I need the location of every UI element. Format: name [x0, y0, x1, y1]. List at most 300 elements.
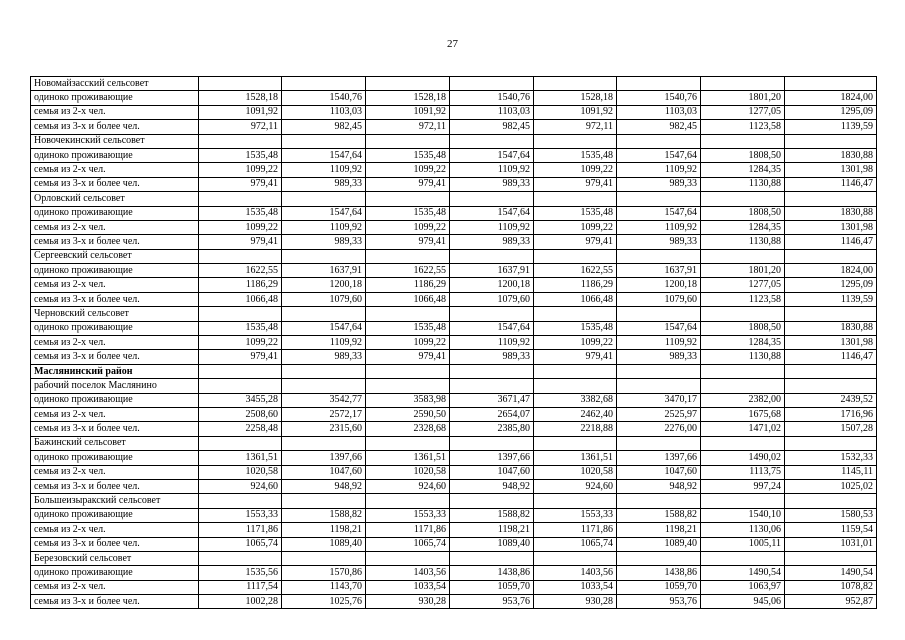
table-cell: 1403,56: [366, 566, 450, 580]
table-cell: [701, 307, 785, 321]
table-cell: 1059,70: [450, 580, 534, 594]
table-row: [31, 120, 877, 134]
table-cell: 1099,22: [199, 336, 282, 350]
table-row: [31, 235, 877, 249]
table-cell: 1079,60: [617, 292, 701, 306]
table-cell: 1146,47: [785, 350, 877, 364]
row-label: одиноко проживающие: [31, 148, 199, 162]
table-cell: [534, 364, 617, 378]
table-row: [31, 264, 877, 278]
table-cell: 1145,11: [785, 465, 877, 479]
table-cell: [199, 307, 282, 321]
table-cell: 1528,18: [534, 91, 617, 105]
table-row: [31, 393, 877, 407]
table-cell: 1438,86: [617, 566, 701, 580]
row-label: одиноко проживающие: [31, 451, 199, 465]
settlement-name: Черновский сельсовет: [31, 307, 199, 321]
table-row: [31, 292, 877, 306]
table-cell: 979,41: [534, 177, 617, 191]
table-cell: [617, 192, 701, 206]
table-cell: 1637,91: [450, 264, 534, 278]
table-cell: 1089,40: [450, 537, 534, 551]
table-cell: [701, 134, 785, 148]
table-cell: 989,33: [617, 350, 701, 364]
table-cell: 1089,40: [617, 537, 701, 551]
table-cell: 3382,68: [534, 393, 617, 407]
table-cell: 1143,70: [282, 580, 366, 594]
table-cell: 2385,80: [450, 422, 534, 436]
table-cell: 972,11: [534, 120, 617, 134]
table-cell: [199, 379, 282, 393]
table-cell: [785, 77, 877, 91]
table-cell: [199, 77, 282, 91]
table-cell: 1284,35: [701, 220, 785, 234]
row-label: одиноко проживающие: [31, 91, 199, 105]
table-cell: 2525,97: [617, 407, 701, 421]
table-cell: 1130,88: [701, 350, 785, 364]
table-cell: 1089,40: [282, 537, 366, 551]
table-cell: 989,33: [617, 235, 701, 249]
table-cell: 1808,50: [701, 206, 785, 220]
table-cell: [282, 379, 366, 393]
table-cell: 1540,76: [282, 91, 366, 105]
settlement-name: рабочий поселок Маслянино: [31, 379, 199, 393]
table-cell: 989,33: [282, 350, 366, 364]
table-cell: 1397,66: [617, 451, 701, 465]
table-cell: 1622,55: [534, 264, 617, 278]
table-cell: 1130,88: [701, 177, 785, 191]
table-cell: 1171,86: [534, 523, 617, 537]
table-cell: [617, 364, 701, 378]
table-cell: 1099,22: [199, 163, 282, 177]
table-cell: [199, 436, 282, 450]
table-cell: 1123,58: [701, 292, 785, 306]
table-cell: [534, 134, 617, 148]
table-cell: 1301,98: [785, 336, 877, 350]
table-cell: [282, 192, 366, 206]
table-cell: 1186,29: [199, 278, 282, 292]
row-label: семья из 2-х чел.: [31, 336, 199, 350]
table-cell: [450, 307, 534, 321]
table-cell: [199, 192, 282, 206]
table-cell: 1200,18: [450, 278, 534, 292]
table-cell: 1547,64: [282, 206, 366, 220]
table-row: [31, 206, 877, 220]
row-label: семья из 2-х чел.: [31, 407, 199, 421]
table-cell: [701, 436, 785, 450]
table-cell: 948,92: [450, 479, 534, 493]
settlement-name: Большеизыракский сельсовет: [31, 494, 199, 508]
table-row: [31, 321, 877, 335]
table-cell: 1507,28: [785, 422, 877, 436]
table-cell: 1570,86: [282, 566, 366, 580]
table-row: [31, 508, 877, 522]
table-cell: 3583,98: [366, 393, 450, 407]
table-cell: 1532,33: [785, 451, 877, 465]
table-row: [31, 177, 877, 191]
table-cell: [366, 249, 450, 263]
table-cell: 2328,68: [366, 422, 450, 436]
table-cell: [785, 249, 877, 263]
table-cell: 1065,74: [199, 537, 282, 551]
table-row: [31, 451, 877, 465]
table-cell: 979,41: [199, 177, 282, 191]
page-number: 27: [447, 38, 458, 50]
table-cell: 2654,07: [450, 407, 534, 421]
settlement-name: Сергеевский сельсовет: [31, 249, 199, 263]
table-cell: [617, 77, 701, 91]
row-label: семья из 3-х и более чел.: [31, 479, 199, 493]
table-cell: 2462,40: [534, 407, 617, 421]
table-cell: 1547,64: [617, 206, 701, 220]
table-cell: 1079,60: [450, 292, 534, 306]
row-label: семья из 3-х и более чел.: [31, 292, 199, 306]
table-cell: 1284,35: [701, 336, 785, 350]
table-cell: 953,76: [450, 595, 534, 609]
settlement-name: Орловский сельсовет: [31, 192, 199, 206]
table-cell: [785, 307, 877, 321]
table-cell: [785, 379, 877, 393]
table-row: [31, 422, 877, 436]
table-cell: 1005,11: [701, 537, 785, 551]
settlement-name: Новочекинский сельсовет: [31, 134, 199, 148]
section-header-row: [31, 551, 877, 565]
table-cell: [282, 364, 366, 378]
table-cell: 1808,50: [701, 321, 785, 335]
district-name: Маслянинский район: [31, 364, 199, 378]
table-cell: [785, 494, 877, 508]
table-cell: [785, 364, 877, 378]
table-row: [31, 91, 877, 105]
table-cell: 1091,92: [534, 105, 617, 119]
table-cell: 1099,22: [534, 336, 617, 350]
table-cell: 2315,60: [282, 422, 366, 436]
row-label: семья из 3-х и более чел.: [31, 120, 199, 134]
table-cell: 1117,54: [199, 580, 282, 594]
table-cell: 1490,54: [785, 566, 877, 580]
table-row: [31, 479, 877, 493]
table-cell: 1171,86: [366, 523, 450, 537]
table-cell: 1020,58: [366, 465, 450, 479]
table-cell: 989,33: [282, 235, 366, 249]
table-cell: 1361,51: [199, 451, 282, 465]
table-cell: 1079,60: [282, 292, 366, 306]
table-cell: [617, 436, 701, 450]
table-cell: 1824,00: [785, 264, 877, 278]
table-cell: 1622,55: [366, 264, 450, 278]
table-cell: [450, 77, 534, 91]
table-cell: 930,28: [366, 595, 450, 609]
table-cell: [450, 249, 534, 263]
table-cell: 3455,28: [199, 393, 282, 407]
table-cell: 1824,00: [785, 91, 877, 105]
row-label: одиноко проживающие: [31, 264, 199, 278]
table-row: [31, 407, 877, 421]
table-cell: 1547,64: [617, 148, 701, 162]
table-cell: 1397,66: [450, 451, 534, 465]
table-cell: 1471,02: [701, 422, 785, 436]
table-cell: 1099,22: [366, 220, 450, 234]
table-cell: [534, 192, 617, 206]
table-cell: 1295,09: [785, 278, 877, 292]
table-cell: 1020,58: [534, 465, 617, 479]
table-cell: 979,41: [366, 350, 450, 364]
section-header-row: [31, 249, 877, 263]
table-cell: [617, 494, 701, 508]
table-cell: 1065,74: [534, 537, 617, 551]
table-cell: 1109,92: [617, 163, 701, 177]
table-cell: [199, 551, 282, 565]
table-cell: [282, 77, 366, 91]
row-label: одиноко проживающие: [31, 321, 199, 335]
table-cell: 1588,82: [450, 508, 534, 522]
table-cell: 1540,76: [617, 91, 701, 105]
table-cell: 948,92: [617, 479, 701, 493]
table-cell: 924,60: [199, 479, 282, 493]
table-cell: 1099,22: [534, 163, 617, 177]
table-cell: 1535,48: [366, 321, 450, 335]
table-cell: 989,33: [450, 350, 534, 364]
row-label: семья из 2-х чел.: [31, 105, 199, 119]
table-cell: 1490,02: [701, 451, 785, 465]
table-cell: 3542,77: [282, 393, 366, 407]
table-cell: 1020,58: [199, 465, 282, 479]
table-cell: [366, 364, 450, 378]
district-header-row: [31, 364, 877, 378]
table-cell: [450, 364, 534, 378]
tariff-table: [30, 76, 877, 609]
table-row: [31, 350, 877, 364]
table-cell: 1808,50: [701, 148, 785, 162]
table-row: [31, 595, 877, 609]
table-cell: 1528,18: [366, 91, 450, 105]
table-cell: [282, 436, 366, 450]
table-cell: 1535,48: [366, 148, 450, 162]
table-cell: 972,11: [199, 120, 282, 134]
table-cell: [617, 551, 701, 565]
table-cell: 924,60: [534, 479, 617, 493]
table-cell: 1535,48: [199, 321, 282, 335]
table-cell: 989,33: [450, 235, 534, 249]
table-cell: 1528,18: [199, 91, 282, 105]
table-cell: 2508,60: [199, 407, 282, 421]
table-cell: 1103,03: [617, 105, 701, 119]
table-cell: [701, 379, 785, 393]
table-cell: 1091,92: [366, 105, 450, 119]
table-cell: 1066,48: [366, 292, 450, 306]
table-row: [31, 537, 877, 551]
table-row: [31, 580, 877, 594]
table-cell: [366, 551, 450, 565]
table-cell: 1547,64: [282, 321, 366, 335]
table-cell: 924,60: [366, 479, 450, 493]
table-cell: 1622,55: [199, 264, 282, 278]
table-cell: 1397,66: [282, 451, 366, 465]
table-cell: 1047,60: [617, 465, 701, 479]
table-row: [31, 278, 877, 292]
row-label: одиноко проживающие: [31, 566, 199, 580]
table-cell: 1139,59: [785, 292, 877, 306]
table-cell: 1547,64: [450, 321, 534, 335]
table-cell: [450, 436, 534, 450]
table-cell: 1553,33: [534, 508, 617, 522]
table-cell: 1109,92: [450, 163, 534, 177]
row-label: семья из 2-х чел.: [31, 580, 199, 594]
table-cell: 1801,20: [701, 91, 785, 105]
table-cell: 1284,35: [701, 163, 785, 177]
table-cell: [701, 494, 785, 508]
table-cell: [199, 364, 282, 378]
table-cell: 1025,02: [785, 479, 877, 493]
table-cell: [366, 192, 450, 206]
table-cell: 979,41: [199, 350, 282, 364]
table-cell: 1301,98: [785, 220, 877, 234]
table-row: [31, 566, 877, 580]
table-cell: [450, 551, 534, 565]
row-label: семья из 3-х и более чел.: [31, 350, 199, 364]
section-header-row: [31, 192, 877, 206]
row-label: одиноко проживающие: [31, 508, 199, 522]
table-cell: 1637,91: [617, 264, 701, 278]
table-cell: 953,76: [617, 595, 701, 609]
table-cell: [450, 134, 534, 148]
table-cell: 1171,86: [199, 523, 282, 537]
table-cell: 2258,48: [199, 422, 282, 436]
table-cell: 1109,92: [617, 220, 701, 234]
row-label: семья из 2-х чел.: [31, 523, 199, 537]
table-cell: [785, 192, 877, 206]
row-label: семья из 3-х и более чел.: [31, 537, 199, 551]
table-cell: 1198,21: [617, 523, 701, 537]
table-cell: 979,41: [534, 350, 617, 364]
table-cell: 1099,22: [366, 336, 450, 350]
table-cell: [701, 364, 785, 378]
table-cell: 1535,56: [199, 566, 282, 580]
table-cell: 945,06: [701, 595, 785, 609]
table-cell: 1540,10: [701, 508, 785, 522]
table-cell: 1146,47: [785, 235, 877, 249]
table-cell: 1078,82: [785, 580, 877, 594]
table-cell: [785, 436, 877, 450]
table-cell: [450, 494, 534, 508]
table-cell: [366, 307, 450, 321]
table-cell: [282, 551, 366, 565]
table-cell: 2218,88: [534, 422, 617, 436]
table-cell: 1540,76: [450, 91, 534, 105]
table-cell: 2572,17: [282, 407, 366, 421]
table-cell: 1146,47: [785, 177, 877, 191]
table-cell: 2382,00: [701, 393, 785, 407]
table-cell: [701, 192, 785, 206]
table-cell: [534, 249, 617, 263]
table-cell: [534, 494, 617, 508]
table-row: [31, 523, 877, 537]
table-cell: 2276,00: [617, 422, 701, 436]
table-cell: 1716,96: [785, 407, 877, 421]
table-cell: 989,33: [282, 177, 366, 191]
table-cell: 1580,53: [785, 508, 877, 522]
table-cell: [282, 494, 366, 508]
table-cell: [617, 379, 701, 393]
table-cell: 979,41: [366, 177, 450, 191]
row-label: семья из 3-х и более чел.: [31, 177, 199, 191]
table-cell: 1139,59: [785, 120, 877, 134]
table-cell: 1277,05: [701, 105, 785, 119]
table-cell: 1109,92: [450, 220, 534, 234]
table-row: [31, 220, 877, 234]
table-cell: 1295,09: [785, 105, 877, 119]
table-cell: 1103,03: [450, 105, 534, 119]
table-cell: [534, 379, 617, 393]
table-cell: 1063,97: [701, 580, 785, 594]
table-cell: 972,11: [366, 120, 450, 134]
table-cell: [199, 134, 282, 148]
table-cell: 1361,51: [534, 451, 617, 465]
table-cell: 1547,64: [282, 148, 366, 162]
table-cell: 1637,91: [282, 264, 366, 278]
table-row: [31, 465, 877, 479]
table-cell: [199, 494, 282, 508]
section-header-row: [31, 379, 877, 393]
table-cell: 2439,52: [785, 393, 877, 407]
table-cell: 1066,48: [199, 292, 282, 306]
table-cell: [701, 249, 785, 263]
row-label: одиноко проживающие: [31, 393, 199, 407]
table-cell: 1553,33: [366, 508, 450, 522]
row-label: семья из 2-х чел.: [31, 278, 199, 292]
table-cell: [366, 494, 450, 508]
row-label: семья из 3-х и более чел.: [31, 422, 199, 436]
section-header-row: [31, 134, 877, 148]
table-cell: [450, 379, 534, 393]
table-cell: 1033,54: [534, 580, 617, 594]
table-cell: [534, 307, 617, 321]
table-cell: 1109,92: [282, 163, 366, 177]
section-header-row: [31, 307, 877, 321]
table-cell: [534, 551, 617, 565]
section-header-row: [31, 436, 877, 450]
table-cell: 1830,88: [785, 321, 877, 335]
table-cell: 1277,05: [701, 278, 785, 292]
table-cell: 1059,70: [617, 580, 701, 594]
table-cell: 1186,29: [534, 278, 617, 292]
table-cell: [701, 77, 785, 91]
table-cell: 1047,60: [450, 465, 534, 479]
table-cell: 1047,60: [282, 465, 366, 479]
table-cell: 989,33: [617, 177, 701, 191]
table-cell: 982,45: [450, 120, 534, 134]
table-cell: 1109,92: [282, 336, 366, 350]
table-cell: 1301,98: [785, 163, 877, 177]
table-cell: [617, 307, 701, 321]
table-cell: 1103,03: [282, 105, 366, 119]
table-body: [31, 77, 877, 609]
table-row: [31, 336, 877, 350]
table-cell: 982,45: [617, 120, 701, 134]
table-cell: 1109,92: [450, 336, 534, 350]
row-label: семья из 2-х чел.: [31, 220, 199, 234]
table-cell: 1113,75: [701, 465, 785, 479]
table-cell: 1123,58: [701, 120, 785, 134]
row-label: семья из 3-х и более чел.: [31, 235, 199, 249]
row-label: семья из 3-х и более чел.: [31, 595, 199, 609]
table-cell: 1091,92: [199, 105, 282, 119]
table-cell: 1438,86: [450, 566, 534, 580]
table-cell: 1801,20: [701, 264, 785, 278]
table-cell: [785, 134, 877, 148]
settlement-name: Новомайзасский сельсовет: [31, 77, 199, 91]
table-cell: 952,87: [785, 595, 877, 609]
